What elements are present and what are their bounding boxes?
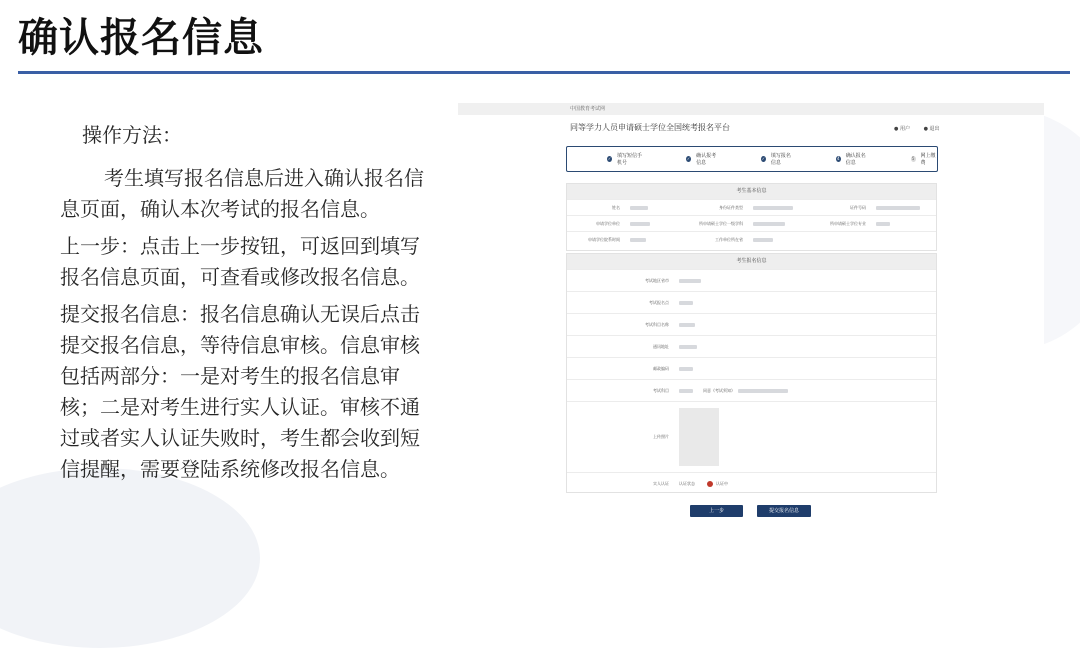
- field-value: [747, 231, 813, 247]
- instructions-paragraph: 提交报名信息：报名信息确认无误后点击提交报名信息，等待信息审核。信息审核包括两部分：一是对考生的报名信息审核；二是对考生进行实人认证。审核不通过或者实人认证失败时，考生都会收到短信提醒，需要登陆系统修改报名信息。: [60, 302, 420, 481]
- slide-title: 确认报名信息: [18, 15, 264, 61]
- field-label: 考试科目: [653, 387, 669, 393]
- field-value: [675, 270, 936, 291]
- instructions-paragraph: 上一步：点击上一步按钮，可返回到填写报名信息页面，可查看或修改报名信息。: [60, 234, 420, 289]
- top-bar: 中国教育考试网: [458, 103, 1044, 115]
- title-divider: [18, 71, 1070, 74]
- field-value: [624, 215, 690, 231]
- exam-info-rows: [567, 269, 936, 494]
- field-value: [675, 402, 936, 472]
- field-label: 证件号码: [813, 199, 870, 215]
- field-label: 姓名: [567, 199, 624, 215]
- field-label: 通讯地址: [653, 343, 669, 349]
- table-row: [567, 313, 936, 335]
- field-value: [675, 292, 936, 313]
- field-label: 实人认证: [653, 480, 669, 486]
- panel-title: 考生基本信息: [567, 184, 936, 199]
- step-item: [761, 152, 796, 166]
- field-value: [747, 199, 813, 215]
- field-value: [624, 231, 690, 247]
- header-actions: [894, 125, 952, 132]
- field-label: 邮政编码: [653, 365, 669, 371]
- field-label: 考试报名点: [649, 299, 669, 305]
- step-label: 网上缴费: [920, 153, 936, 166]
- check-icon: ✓: [761, 156, 766, 161]
- exit-icon[interactable]: ● 退出: [923, 126, 940, 132]
- progress-steps: [566, 146, 938, 172]
- table-row: [567, 269, 936, 291]
- step-item: [607, 152, 646, 166]
- auth-status-label: 认证状态: [679, 480, 695, 486]
- exit-label: 退出: [929, 126, 940, 132]
- step-label: 填写短信手机号: [616, 153, 642, 166]
- field-label: 上传照片: [653, 434, 669, 439]
- submit-button[interactable]: 提交报名信息: [757, 505, 811, 517]
- photo-placeholder: [679, 408, 719, 466]
- step-number: 5: [911, 156, 915, 161]
- panel-title: 考生报名信息: [567, 254, 936, 269]
- instructions-heading: 操作方法：: [82, 123, 182, 147]
- instructions-paragraph: 考生填写报名信息后进入确认报名信息页面，确认本次考试的报名信息。: [60, 166, 424, 221]
- step-item: [836, 152, 871, 166]
- user-icon[interactable]: ● 用户: [894, 126, 910, 132]
- prev-step-button[interactable]: 上一步: [690, 505, 743, 517]
- field-value: [870, 215, 936, 231]
- field-value: [675, 336, 936, 357]
- field-label: 申请学位单位: [567, 215, 624, 231]
- field-label: 考试地区省市: [645, 277, 669, 283]
- check-icon: ✓: [607, 156, 612, 161]
- field-value: [870, 199, 936, 215]
- status-icon: [707, 481, 713, 487]
- table-row: [567, 472, 936, 494]
- table-row: [567, 379, 936, 401]
- field-value: [747, 215, 813, 231]
- field-label: 工作单位所在省: [690, 231, 747, 247]
- candidate-info-panel: [566, 183, 937, 251]
- field-value: [675, 473, 936, 494]
- table-row: [567, 291, 936, 313]
- field-label: 所申请硕士学位一级学科: [690, 215, 747, 231]
- candidate-info-grid: [567, 199, 936, 247]
- auth-status-value: 认证中: [716, 480, 728, 486]
- app-header: [458, 115, 1044, 141]
- field-label: 所申请硕士学位专业: [813, 215, 870, 231]
- step-item: [911, 152, 937, 166]
- step-number: 4: [836, 156, 840, 161]
- table-row: [567, 401, 936, 472]
- agreement-text: 同意《考试须知》: [703, 387, 735, 393]
- user-label: 用户: [899, 126, 910, 132]
- check-icon: ✓: [686, 156, 691, 161]
- instructions: [60, 120, 428, 491]
- table-row: [567, 335, 936, 357]
- step-label: 填写报名信息: [770, 153, 791, 166]
- step-label: 确认报名信息: [845, 153, 866, 166]
- step-item: [686, 152, 721, 166]
- field-label: 申请学位院系时间: [567, 231, 624, 247]
- field-label: 身份证件类型: [690, 199, 747, 215]
- app-screenshot: [458, 103, 1044, 523]
- field-value: [675, 380, 936, 401]
- field-label: 考试科目名称: [645, 321, 669, 327]
- app-title: 同等学力人员申请硕士学位全国统考报名平台: [570, 123, 730, 132]
- exam-info-panel: [566, 253, 937, 493]
- field-value: [675, 314, 936, 335]
- table-row: [567, 357, 936, 379]
- field-value: [675, 358, 936, 379]
- background-decoration: [0, 468, 260, 648]
- step-label: 确认报考信息: [696, 153, 717, 166]
- field-value: [624, 199, 690, 215]
